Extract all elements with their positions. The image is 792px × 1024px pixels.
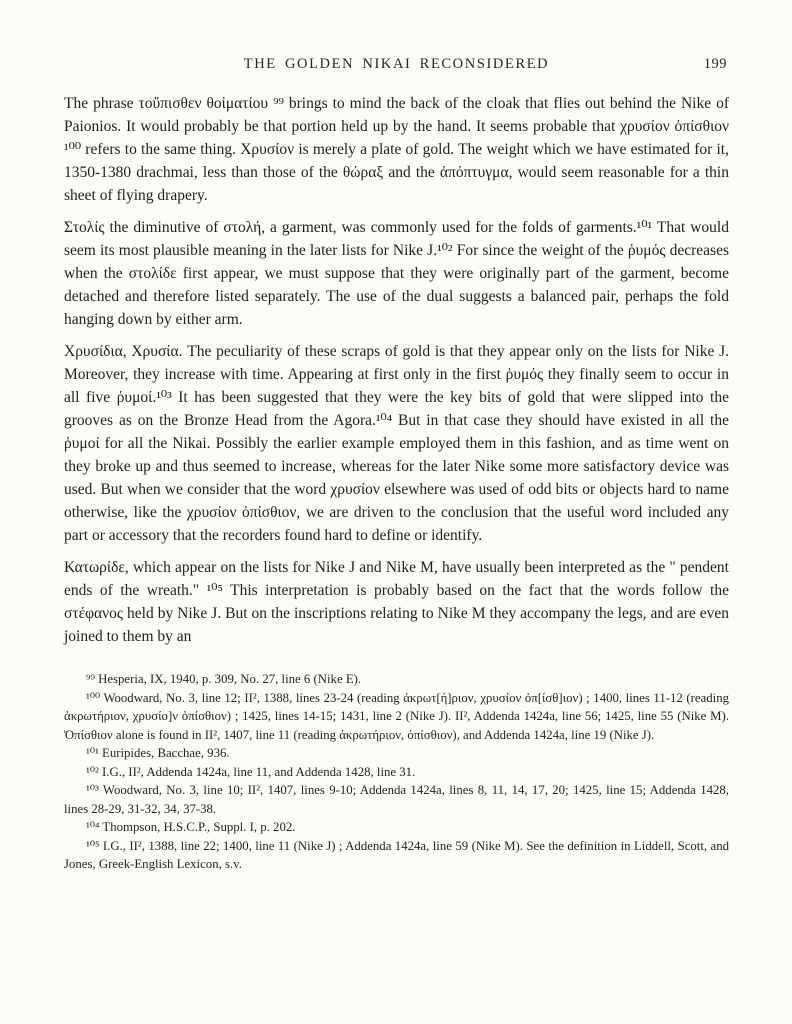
footnote: ⁹⁹ Hesperia, IX, 1940, p. 309, No. 27, line 6 (Nike E). <box>86 672 362 686</box>
paragraph: Κατωρίδε, which appear on the lists for Nike J and Nike M, have usually been interpreted as the " pendent ends of the wreath." ¹⁰⁵ This interpretation is probably based on the fact that the words follow the στέφανος held by Nike J. But on the inscriptions relating to Nike M they accompany the legs, and are even joined to them by an <box>64 559 729 645</box>
footnote: ¹⁰⁰ Woodward, No. 3, line 12; II², 1388, lines 23-24 (reading ἀκρωτ[ή]ριον, χρυσίον ὀπ[ίσθ]ιον) ; 1400, lines 11-12 (reading ἀκρωτήριον, χρυσίο]ν ὀπίσθιον) ; 1425, lines 14-15; 1431, line 2 (Nike J). II², Addenda 1424a, line 56; 1425, line 55 (Nike M). Ὀπίσθιον alone is found in II², 1407, line 11 (reading ἀκρωτήριον, ὀπίσθιον), and Addenda 1424a, line 19 (Nike J). <box>64 690 729 742</box>
footnotes-section <box>64 670 729 874</box>
paragraph: Στολίς the diminutive of στολή, a garment, was commonly used for the folds of garments.¹⁰¹ That would seem its most plausible meaning in the later lists for Nike J.¹⁰² For since the weight of the ῥυμός decreases when the στολίδε first appear, we must suppose that they were originally part of the garment, become detached and therefore listed separately. The use of the dual suggests a balanced pair, perhaps the fold hanging down by either arm. <box>64 219 729 328</box>
running-title: THE GOLDEN NIKAI RECONSIDERED <box>243 56 550 72</box>
page-header <box>64 56 729 78</box>
footnote: ¹⁰⁵ I.G., II², 1388, line 22; 1400, line 11 (Nike J) ; Addenda 1424a, line 59 (Nike M). See the definition in Liddell, Scott, and Jones, Greek-English Lexicon, s.v. <box>64 838 729 871</box>
footnote: ¹⁰¹ Euripides, Bacchae, 936. <box>86 746 230 760</box>
footnote: ¹⁰² I.G., II², Addenda 1424a, line 11, and Addenda 1428, line 31. <box>86 764 416 779</box>
paragraph: Χρυσίδια, Χρυσία. The peculiarity of these scraps of gold is that they appear only on the lists for Nike J. Moreover, they increase with time. Appearing at first only in the first ῥυμός they finally seem to occur in all five ῥυμοί.¹⁰³ It has been suggested that they were the key bits of gold that were slipped into the grooves as on the Bronze Head from the Agora.¹⁰⁴ But in that case they should have existed in all the ῥυμοί for all the Nikai. Possibly the earlier example employed them in this fashion, and as time went on they broke up and thus seemed to increase, whereas for the later Nike some more satisfactory device was used. But when we consider that the word χρυσίον elsewhere was used of odd bits or objects hard to name otherwise, like the χρυσίον ὀπίσθιον, we are driven to the conclusion that the useful word included any part or accessory that the recorders found hard to define or identify. <box>64 343 729 544</box>
footnote: ¹⁰⁴ Thompson, H.S.C.P., Suppl. I, p. 202. <box>86 820 296 834</box>
footnote: ¹⁰³ Woodward, No. 3, line 10; II², 1407, lines 9-10; Addenda 1424a, lines 8, 11, 14, 17, 20; 1425, line 15; Addenda 1428, lines 28-29, 31-32, 34, 37-38. <box>64 783 729 816</box>
paragraph: The phrase τοὔπισθεν θοἰματίου ⁹⁹ brings to mind the back of the cloak that flies out behind the Nike of Paionios. It would probably be that portion held up by the hand. It seems probable that χρυσίον ὀπίσθιον ¹⁰⁰ refers to the same thing. Χρυσίον is merely a plate of gold. The weight which we have estimated for it, 1350-1380 drachmai, less than those of the θώραξ and the ἀπόπτυγμα, would seem reasonable for a thin sheet of flying drapery. <box>64 95 729 204</box>
page-number: 199 <box>703 56 727 72</box>
article-body <box>64 92 729 648</box>
